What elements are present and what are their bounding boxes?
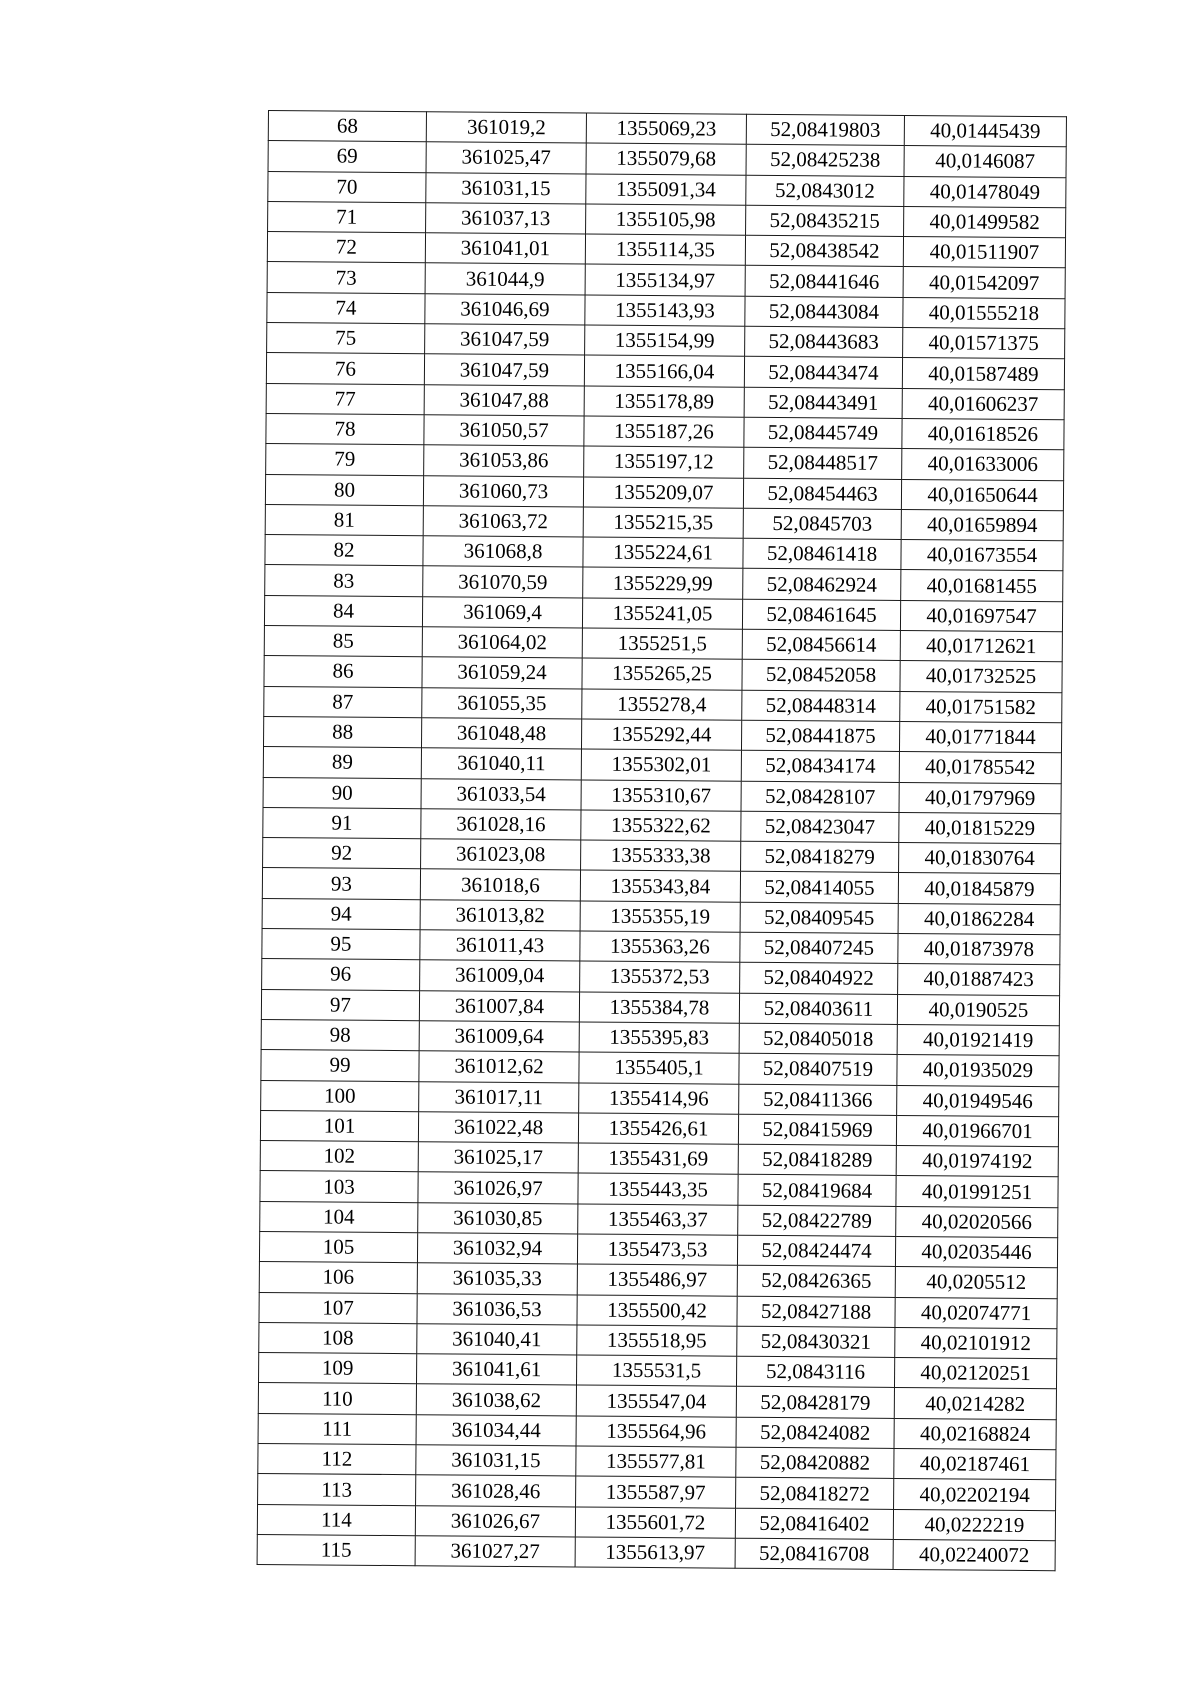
point-number-cell: 73 — [267, 262, 425, 294]
point-number-cell: 81 — [265, 504, 423, 536]
y-coordinate-cell: 1355531,5 — [576, 1355, 736, 1387]
point-number-cell: 102 — [260, 1141, 418, 1173]
latitude-cell: 52,08405018 — [739, 1023, 897, 1055]
y-coordinate-cell: 1355613,97 — [575, 1537, 735, 1569]
longitude-cell: 40,02187461 — [894, 1449, 1056, 1481]
x-coordinate-cell: 361025,47 — [426, 142, 586, 174]
latitude-cell: 52,08407245 — [740, 932, 898, 964]
point-number-cell: 88 — [263, 716, 421, 748]
longitude-cell: 40,01949546 — [897, 1085, 1059, 1117]
point-number-cell: 100 — [261, 1080, 419, 1112]
y-coordinate-cell: 1355197,12 — [584, 446, 744, 478]
x-coordinate-cell: 361027,27 — [415, 1536, 575, 1568]
longitude-cell: 40,01681455 — [901, 570, 1063, 602]
x-coordinate-cell: 361033,54 — [421, 778, 581, 810]
longitude-cell: 40,01751582 — [900, 691, 1062, 723]
longitude-cell: 40,0190525 — [897, 994, 1059, 1026]
x-coordinate-cell: 361028,16 — [421, 809, 581, 841]
latitude-cell: 52,08430321 — [737, 1326, 895, 1358]
latitude-cell: 52,08424474 — [737, 1235, 895, 1267]
x-coordinate-cell: 361026,97 — [418, 1172, 578, 1204]
y-coordinate-cell: 1355241,05 — [582, 598, 742, 630]
x-coordinate-cell: 361031,15 — [416, 1445, 576, 1477]
y-coordinate-cell: 1355278,4 — [582, 689, 742, 721]
longitude-cell: 40,01873978 — [898, 933, 1060, 965]
x-coordinate-cell: 361022,48 — [418, 1112, 578, 1144]
point-number-cell: 77 — [266, 383, 424, 415]
point-number-cell: 86 — [264, 656, 422, 688]
longitude-cell: 40,0205512 — [895, 1267, 1057, 1299]
latitude-cell: 52,08448314 — [742, 690, 900, 722]
y-coordinate-cell: 1355079,68 — [586, 143, 746, 175]
x-coordinate-cell: 361041,61 — [416, 1354, 576, 1386]
latitude-cell: 52,08428107 — [741, 781, 899, 813]
longitude-cell: 40,01673554 — [901, 540, 1063, 572]
point-number-cell: 71 — [268, 201, 426, 233]
point-number-cell: 95 — [262, 928, 420, 960]
point-number-cell: 83 — [265, 565, 423, 597]
point-number-cell: 80 — [265, 474, 423, 506]
y-coordinate-cell: 1355587,97 — [576, 1476, 736, 1508]
point-number-cell: 114 — [257, 1504, 415, 1536]
longitude-cell: 40,01618526 — [902, 418, 1064, 450]
point-number-cell: 90 — [263, 777, 421, 809]
latitude-cell: 52,08448517 — [744, 448, 902, 480]
longitude-cell: 40,01478049 — [904, 176, 1066, 208]
point-number-cell: 101 — [260, 1110, 418, 1142]
longitude-cell: 40,01862284 — [898, 903, 1060, 935]
longitude-cell: 40,01797969 — [899, 782, 1061, 814]
longitude-cell: 40,0214282 — [894, 1388, 1056, 1420]
latitude-cell: 52,08461418 — [743, 538, 901, 570]
point-number-cell: 110 — [258, 1383, 416, 1415]
latitude-cell: 52,08414055 — [740, 872, 898, 904]
y-coordinate-cell: 1355384,78 — [579, 992, 739, 1024]
x-coordinate-cell: 361060,73 — [423, 475, 583, 507]
x-coordinate-cell: 361013,82 — [420, 899, 580, 931]
longitude-cell: 40,01991251 — [896, 1176, 1058, 1208]
point-number-cell: 82 — [265, 535, 423, 567]
x-coordinate-cell: 361040,11 — [421, 748, 581, 780]
y-coordinate-cell: 1355463,37 — [578, 1204, 738, 1236]
latitude-cell: 52,08423047 — [741, 811, 899, 843]
point-number-cell: 105 — [259, 1231, 417, 1263]
longitude-cell: 40,01697547 — [900, 600, 1062, 632]
latitude-cell: 52,08445749 — [744, 417, 902, 449]
latitude-cell: 52,08416402 — [735, 1508, 893, 1540]
y-coordinate-cell: 1355166,04 — [584, 355, 744, 387]
latitude-cell: 52,08422789 — [738, 1205, 896, 1237]
x-coordinate-cell: 361046,69 — [425, 294, 585, 326]
latitude-cell: 52,08420882 — [736, 1447, 894, 1479]
x-coordinate-cell: 361070,59 — [423, 566, 583, 598]
point-number-cell: 79 — [266, 444, 424, 476]
latitude-cell: 52,08409545 — [740, 902, 898, 934]
point-number-cell: 75 — [267, 323, 425, 355]
point-number-cell: 68 — [268, 111, 426, 143]
x-coordinate-cell: 361068,8 — [423, 536, 583, 568]
longitude-cell: 40,01771844 — [899, 721, 1061, 753]
longitude-cell: 40,01845879 — [898, 873, 1060, 905]
y-coordinate-cell: 1355473,53 — [577, 1234, 737, 1266]
point-number-cell: 84 — [264, 595, 422, 627]
y-coordinate-cell: 1355343,84 — [580, 870, 740, 902]
x-coordinate-cell: 361032,94 — [417, 1233, 577, 1265]
point-number-cell: 106 — [259, 1262, 417, 1294]
y-coordinate-cell: 1355547,04 — [576, 1385, 736, 1417]
x-coordinate-cell: 361037,13 — [426, 203, 586, 235]
longitude-cell: 40,01499582 — [904, 206, 1066, 238]
x-coordinate-cell: 361047,88 — [424, 384, 584, 416]
x-coordinate-cell: 361044,9 — [425, 263, 585, 295]
longitude-cell: 40,02101912 — [895, 1327, 1057, 1359]
x-coordinate-cell: 361053,86 — [424, 445, 584, 477]
latitude-cell: 52,08411366 — [739, 1084, 897, 1116]
latitude-cell: 52,0843116 — [736, 1356, 894, 1388]
y-coordinate-cell: 1355322,62 — [581, 810, 741, 842]
latitude-cell: 52,08456614 — [742, 629, 900, 661]
longitude-cell: 40,02240072 — [893, 1539, 1055, 1571]
longitude-cell: 40,02035446 — [895, 1236, 1057, 1268]
point-number-cell: 109 — [259, 1353, 417, 1385]
y-coordinate-cell: 1355601,72 — [575, 1507, 735, 1539]
y-coordinate-cell: 1355134,97 — [585, 264, 745, 296]
point-number-cell: 94 — [262, 898, 420, 930]
x-coordinate-cell: 361063,72 — [423, 506, 583, 538]
point-number-cell: 104 — [260, 1201, 418, 1233]
point-number-cell: 69 — [268, 141, 426, 173]
latitude-cell: 52,08461645 — [742, 599, 900, 631]
latitude-cell: 52,08425238 — [746, 145, 904, 177]
longitude-cell: 40,01785542 — [899, 752, 1061, 784]
y-coordinate-cell: 1355105,98 — [586, 204, 746, 236]
y-coordinate-cell: 1355215,35 — [583, 507, 743, 539]
longitude-cell: 40,02074771 — [895, 1297, 1057, 1329]
longitude-cell: 40,01887423 — [898, 964, 1060, 996]
x-coordinate-cell: 361069,4 — [422, 596, 582, 628]
latitude-cell: 52,08424082 — [736, 1417, 894, 1449]
x-coordinate-cell: 361026,67 — [415, 1505, 575, 1537]
y-coordinate-cell: 1355431,69 — [578, 1143, 738, 1175]
longitude-cell: 40,01587489 — [902, 358, 1064, 390]
latitude-cell: 52,08435215 — [746, 205, 904, 237]
longitude-cell: 40,01712621 — [900, 631, 1062, 663]
y-coordinate-cell: 1355229,99 — [583, 567, 743, 599]
longitude-cell: 40,01921419 — [897, 1024, 1059, 1056]
longitude-cell: 40,0146087 — [904, 146, 1066, 178]
latitude-cell: 52,08416708 — [735, 1538, 893, 1570]
point-number-cell: 115 — [257, 1534, 415, 1566]
y-coordinate-cell: 1355443,35 — [578, 1173, 738, 1205]
point-number-cell: 92 — [263, 838, 421, 870]
point-number-cell: 103 — [260, 1171, 418, 1203]
latitude-cell: 52,08403611 — [739, 993, 897, 1025]
point-number-cell: 78 — [266, 413, 424, 445]
longitude-cell: 40,01659894 — [901, 509, 1063, 541]
y-coordinate-cell: 1355414,96 — [579, 1082, 739, 1114]
latitude-cell: 52,08454463 — [743, 478, 901, 510]
point-number-cell: 113 — [258, 1474, 416, 1506]
latitude-cell: 52,08443474 — [744, 357, 902, 389]
latitude-cell: 52,08443491 — [744, 387, 902, 419]
point-number-cell: 89 — [263, 747, 421, 779]
x-coordinate-cell: 361040,41 — [417, 1324, 577, 1356]
longitude-cell: 40,01650644 — [901, 479, 1063, 511]
point-number-cell: 76 — [266, 353, 424, 385]
y-coordinate-cell: 1355310,67 — [581, 780, 741, 812]
y-coordinate-cell: 1355209,07 — [583, 477, 743, 509]
y-coordinate-cell: 1355265,25 — [582, 658, 742, 690]
latitude-cell: 52,08443683 — [745, 326, 903, 358]
latitude-cell: 52,08441875 — [741, 720, 899, 752]
longitude-cell: 40,01974192 — [896, 1146, 1058, 1178]
point-number-cell: 97 — [261, 989, 419, 1021]
x-coordinate-cell: 361047,59 — [425, 324, 585, 356]
y-coordinate-cell: 1355251,5 — [582, 628, 742, 660]
x-coordinate-cell: 361009,64 — [419, 1021, 579, 1053]
x-coordinate-cell: 361064,02 — [422, 627, 582, 659]
point-number-cell: 98 — [261, 1019, 419, 1051]
latitude-cell: 52,08419684 — [738, 1175, 896, 1207]
y-coordinate-cell: 1355395,83 — [579, 1022, 739, 1054]
point-number-cell: 93 — [262, 868, 420, 900]
x-coordinate-cell: 361012,62 — [419, 1051, 579, 1083]
x-coordinate-cell: 361041,01 — [425, 233, 585, 265]
longitude-cell: 40,01830764 — [899, 843, 1061, 875]
point-number-cell: 96 — [262, 959, 420, 991]
longitude-cell: 40,01555218 — [903, 297, 1065, 329]
point-number-cell: 74 — [267, 292, 425, 324]
x-coordinate-cell: 361048,48 — [421, 718, 581, 750]
point-number-cell: 85 — [264, 626, 422, 658]
x-coordinate-cell: 361011,43 — [420, 930, 580, 962]
longitude-cell: 40,02120251 — [894, 1358, 1056, 1390]
latitude-cell: 52,08407519 — [739, 1053, 897, 1085]
latitude-cell: 52,08426365 — [737, 1266, 895, 1298]
y-coordinate-cell: 1355564,96 — [576, 1416, 736, 1448]
latitude-cell: 52,08418272 — [736, 1478, 894, 1510]
longitude-cell: 40,01445439 — [904, 115, 1066, 147]
y-coordinate-cell: 1355486,97 — [577, 1264, 737, 1296]
point-number-cell: 87 — [264, 686, 422, 718]
latitude-cell: 52,08418289 — [738, 1144, 896, 1176]
y-coordinate-cell: 1355405,1 — [579, 1052, 739, 1084]
latitude-cell: 52,08441646 — [745, 266, 903, 298]
point-number-cell: 70 — [268, 171, 426, 203]
x-coordinate-cell: 361025,17 — [418, 1142, 578, 1174]
longitude-cell: 40,01815229 — [899, 812, 1061, 844]
y-coordinate-cell: 1355224,61 — [583, 537, 743, 569]
y-coordinate-cell: 1355363,26 — [580, 931, 740, 963]
y-coordinate-cell: 1355333,38 — [581, 840, 741, 872]
x-coordinate-cell: 361038,62 — [416, 1384, 576, 1416]
x-coordinate-cell: 361019,2 — [426, 112, 586, 144]
x-coordinate-cell: 361028,46 — [416, 1475, 576, 1507]
x-coordinate-cell: 361007,84 — [419, 990, 579, 1022]
longitude-cell: 40,01966701 — [896, 1115, 1058, 1147]
point-number-cell: 91 — [263, 807, 421, 839]
y-coordinate-cell: 1355114,35 — [585, 234, 745, 266]
y-coordinate-cell: 1355500,42 — [577, 1295, 737, 1327]
longitude-cell: 40,01511907 — [903, 237, 1065, 269]
x-coordinate-cell: 361055,35 — [422, 687, 582, 719]
y-coordinate-cell: 1355426,61 — [578, 1113, 738, 1145]
latitude-cell: 52,08404922 — [740, 963, 898, 995]
y-coordinate-cell: 1355143,93 — [585, 295, 745, 327]
latitude-cell: 52,08418279 — [741, 841, 899, 873]
latitude-cell: 52,08443084 — [745, 296, 903, 328]
longitude-cell: 40,01732525 — [900, 661, 1062, 693]
y-coordinate-cell: 1355154,99 — [585, 325, 745, 357]
x-coordinate-cell: 361031,15 — [426, 172, 586, 204]
x-coordinate-cell: 361059,24 — [422, 657, 582, 689]
x-coordinate-cell: 361023,08 — [421, 839, 581, 871]
x-coordinate-cell: 361009,04 — [420, 960, 580, 992]
x-coordinate-cell: 361050,57 — [424, 415, 584, 447]
longitude-cell: 40,01935029 — [897, 1055, 1059, 1087]
point-number-cell: 111 — [258, 1413, 416, 1445]
latitude-cell: 52,08428179 — [736, 1387, 894, 1419]
point-number-cell: 112 — [258, 1444, 416, 1476]
y-coordinate-cell: 1355091,34 — [586, 174, 746, 206]
x-coordinate-cell: 361036,53 — [417, 1293, 577, 1325]
y-coordinate-cell: 1355292,44 — [581, 719, 741, 751]
x-coordinate-cell: 361047,59 — [424, 354, 584, 386]
latitude-cell: 52,0845703 — [743, 508, 901, 540]
point-number-cell: 99 — [261, 1050, 419, 1082]
point-number-cell: 108 — [259, 1322, 417, 1354]
x-coordinate-cell: 361035,33 — [417, 1263, 577, 1295]
latitude-cell: 52,08452058 — [742, 660, 900, 692]
y-coordinate-cell: 1355518,95 — [577, 1325, 737, 1357]
latitude-cell: 52,0843012 — [746, 175, 904, 207]
x-coordinate-cell: 361030,85 — [418, 1202, 578, 1234]
longitude-cell: 40,01542097 — [903, 267, 1065, 299]
coordinates-table-body — [257, 111, 1066, 1571]
x-coordinate-cell: 361017,11 — [419, 1081, 579, 1113]
y-coordinate-cell: 1355355,19 — [580, 901, 740, 933]
longitude-cell: 40,02020566 — [896, 1206, 1058, 1238]
latitude-cell: 52,08462924 — [743, 569, 901, 601]
longitude-cell: 40,01633006 — [902, 449, 1064, 481]
x-coordinate-cell: 361018,6 — [420, 869, 580, 901]
latitude-cell: 52,08438542 — [745, 235, 903, 267]
y-coordinate-cell: 1355069,23 — [586, 113, 746, 145]
latitude-cell: 52,08427188 — [737, 1296, 895, 1328]
x-coordinate-cell: 361034,44 — [416, 1414, 576, 1446]
longitude-cell: 40,02168824 — [894, 1418, 1056, 1450]
latitude-cell: 52,08434174 — [741, 750, 899, 782]
y-coordinate-cell: 1355372,53 — [580, 961, 740, 993]
y-coordinate-cell: 1355178,89 — [584, 386, 744, 418]
table-row — [257, 1534, 1055, 1571]
longitude-cell: 40,01571375 — [903, 328, 1065, 360]
coordinates-table — [257, 110, 1067, 1571]
point-number-cell: 72 — [267, 232, 425, 264]
latitude-cell: 52,08419803 — [746, 114, 904, 146]
point-number-cell: 107 — [259, 1292, 417, 1324]
longitude-cell: 40,01606237 — [902, 388, 1064, 420]
longitude-cell: 40,0222219 — [893, 1509, 1055, 1541]
latitude-cell: 52,08415969 — [738, 1114, 896, 1146]
y-coordinate-cell: 1355187,26 — [584, 416, 744, 448]
y-coordinate-cell: 1355302,01 — [581, 749, 741, 781]
longitude-cell: 40,02202194 — [894, 1479, 1056, 1511]
y-coordinate-cell: 1355577,81 — [576, 1446, 736, 1478]
